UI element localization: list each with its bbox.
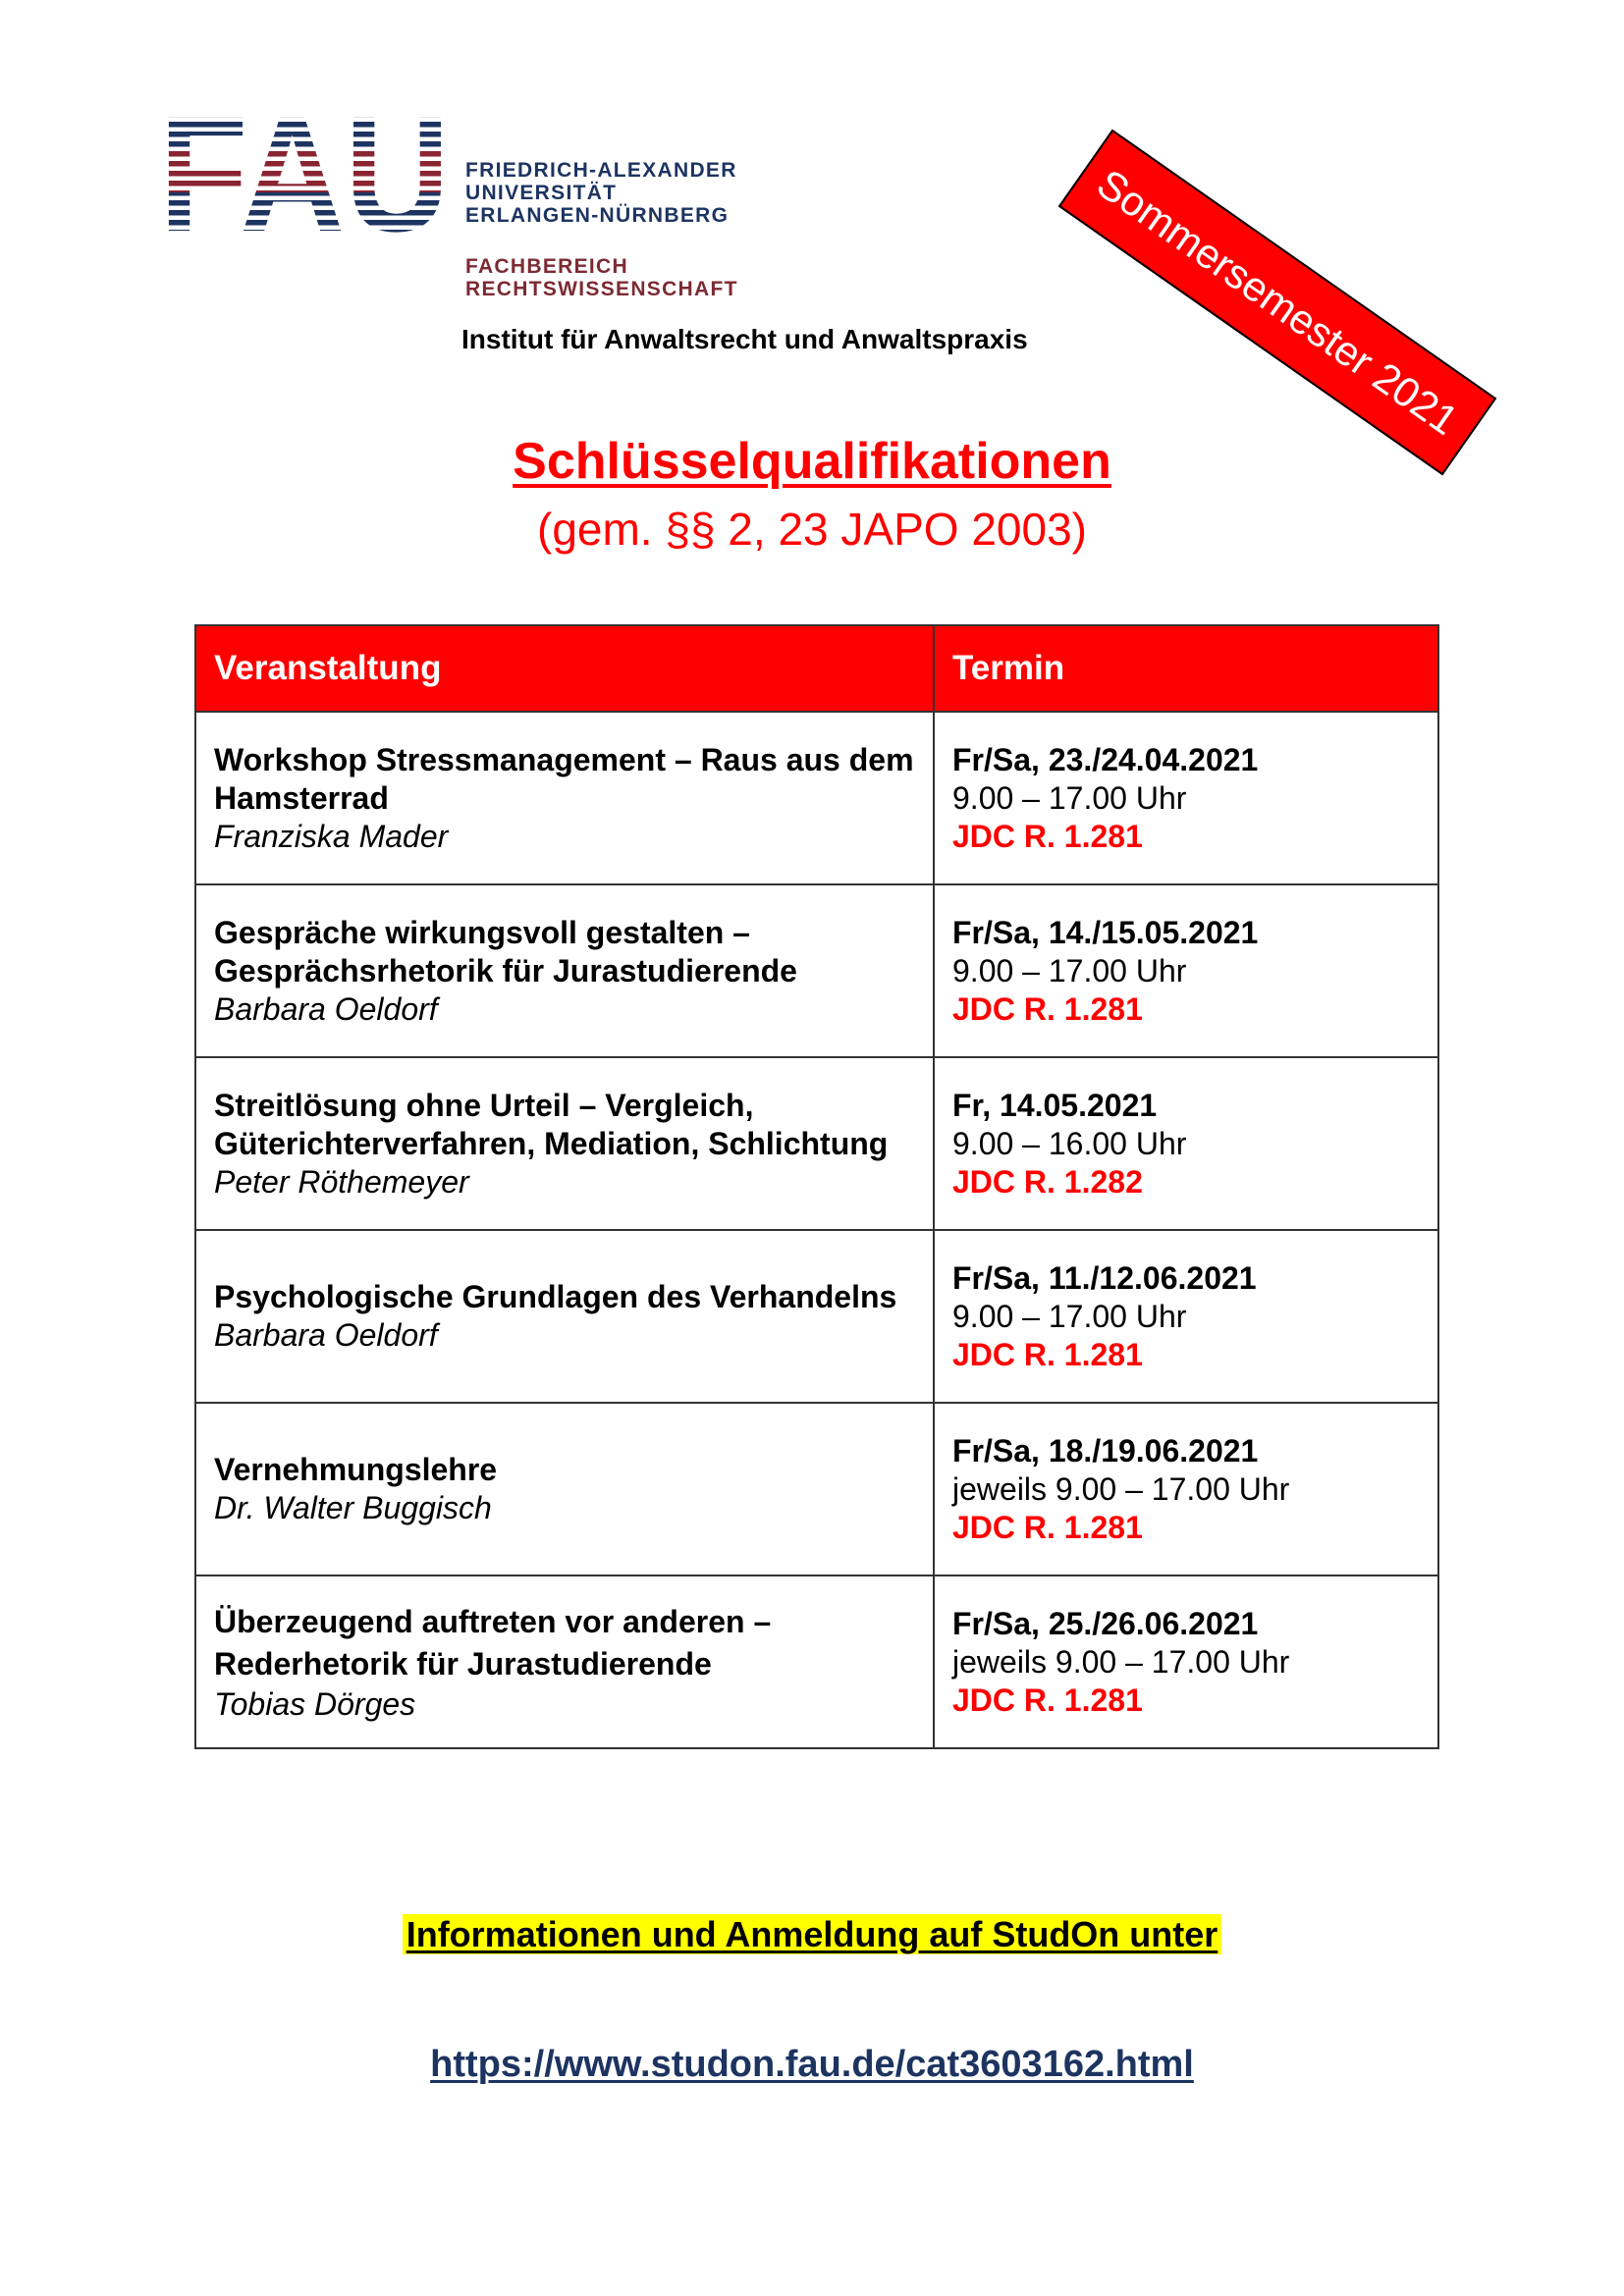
faculty-line: FACHBEREICH xyxy=(465,255,628,278)
event-date: Fr/Sa, 18./19.06.2021 xyxy=(952,1432,1259,1468)
event-cell xyxy=(195,1230,934,1403)
header-date: Termin xyxy=(934,625,1438,712)
event-title: Workshop Stressmanagement – Raus aus dem Hamsterrad xyxy=(214,741,914,816)
table-row xyxy=(195,712,1438,884)
page-subtitle: (gem. §§ 2, 23 JAPO 2003) xyxy=(537,504,1087,555)
university-line: FRIEDRICH-ALEXANDER xyxy=(465,159,737,182)
event-title: Gespräche wirkungsvoll gestalten – Gesprächsrhetorik für Jurastudierende xyxy=(214,914,797,988)
table-row xyxy=(195,1575,1438,1748)
event-time: jeweils 9.00 – 17.00 Uhr xyxy=(952,1643,1290,1680)
event-speaker: Tobias Dörges xyxy=(214,1685,416,1722)
event-date: Fr/Sa, 23./24.04.2021 xyxy=(952,741,1259,777)
event-date: Fr/Sa, 14./15.05.2021 xyxy=(952,914,1259,950)
event-cell xyxy=(195,1575,934,1748)
university-line: ERLANGEN-NÜRNBERG xyxy=(465,204,730,227)
page-title: Schlüsselqualifikationen xyxy=(513,433,1111,490)
fau-logo xyxy=(165,112,446,234)
studon-link[interactable]: https://www.studon.fau.de/cat3603162.html xyxy=(430,2044,1194,2085)
event-cell xyxy=(195,1057,934,1230)
event-cell xyxy=(195,712,934,884)
semester-banner-text: Sommersemester 2021 xyxy=(1089,160,1467,445)
university-name xyxy=(465,159,737,227)
date-cell xyxy=(934,1403,1438,1575)
date-cell xyxy=(934,884,1438,1057)
date-cell xyxy=(934,1057,1438,1230)
event-title: Vernehmungslehre xyxy=(214,1452,498,1487)
event-cell xyxy=(195,884,934,1057)
table-row xyxy=(195,1403,1438,1575)
faculty-name xyxy=(465,255,738,300)
date-cell xyxy=(934,1575,1438,1748)
table-header-row xyxy=(195,625,1438,712)
event-time: 9.00 – 17.00 Uhr xyxy=(952,952,1187,988)
table-row xyxy=(195,1230,1438,1403)
institute-name: Institut für Anwaltsrecht und Anwaltspraxis xyxy=(461,324,1028,354)
registration-info xyxy=(0,1914,1624,1955)
event-speaker: Dr. Walter Buggisch xyxy=(214,1490,492,1525)
studon-link-container xyxy=(0,2044,1624,2086)
table-row xyxy=(195,884,1438,1057)
event-date: Fr/Sa, 25./26.06.2021 xyxy=(952,1605,1259,1641)
date-cell xyxy=(934,712,1438,884)
event-speaker: Franziska Mader xyxy=(214,818,449,854)
event-room: JDC R. 1.281 xyxy=(952,1509,1143,1545)
event-time: jeweils 9.00 – 17.00 Uhr xyxy=(952,1470,1290,1507)
event-cell xyxy=(195,1403,934,1575)
event-room: JDC R. 1.281 xyxy=(952,1682,1143,1718)
event-time: 9.00 – 17.00 Uhr xyxy=(952,1298,1187,1334)
event-time: 9.00 – 17.00 Uhr xyxy=(952,779,1187,816)
event-room: JDC R. 1.281 xyxy=(952,990,1143,1027)
university-line: UNIVERSITÄT xyxy=(465,182,618,204)
event-time: 9.00 – 16.00 Uhr xyxy=(952,1125,1187,1161)
event-title: Überzeugend auftreten vor anderen – Rederhetorik für Jurastudierende xyxy=(214,1603,772,1682)
event-date: Fr/Sa, 11./12.06.2021 xyxy=(952,1259,1257,1296)
event-title: Streitlösung ohne Urteil – Vergleich, Güterichterverfahren, Mediation, Schlichtung xyxy=(214,1087,889,1161)
faculty-line: RECHTSWISSENSCHAFT xyxy=(465,278,738,300)
event-room: JDC R. 1.281 xyxy=(952,1336,1143,1372)
date-cell xyxy=(934,1230,1438,1403)
course-table xyxy=(194,624,1439,1749)
event-speaker: Barbara Oeldorf xyxy=(214,1317,438,1353)
registration-info-text: Informationen und Anmeldung auf StudOn unter xyxy=(403,1914,1222,1954)
event-room: JDC R. 1.281 xyxy=(952,818,1143,854)
event-speaker: Peter Röthemeyer xyxy=(214,1163,469,1200)
header-event: Veranstaltung xyxy=(195,625,934,712)
event-title: Psychologische Grundlagen des Verhandelns xyxy=(214,1279,897,1314)
table-row xyxy=(195,1057,1438,1230)
event-speaker: Barbara Oeldorf xyxy=(214,990,438,1027)
event-room: JDC R. 1.282 xyxy=(952,1163,1143,1200)
semester-banner xyxy=(1058,130,1497,476)
event-date: Fr, 14.05.2021 xyxy=(952,1087,1158,1123)
